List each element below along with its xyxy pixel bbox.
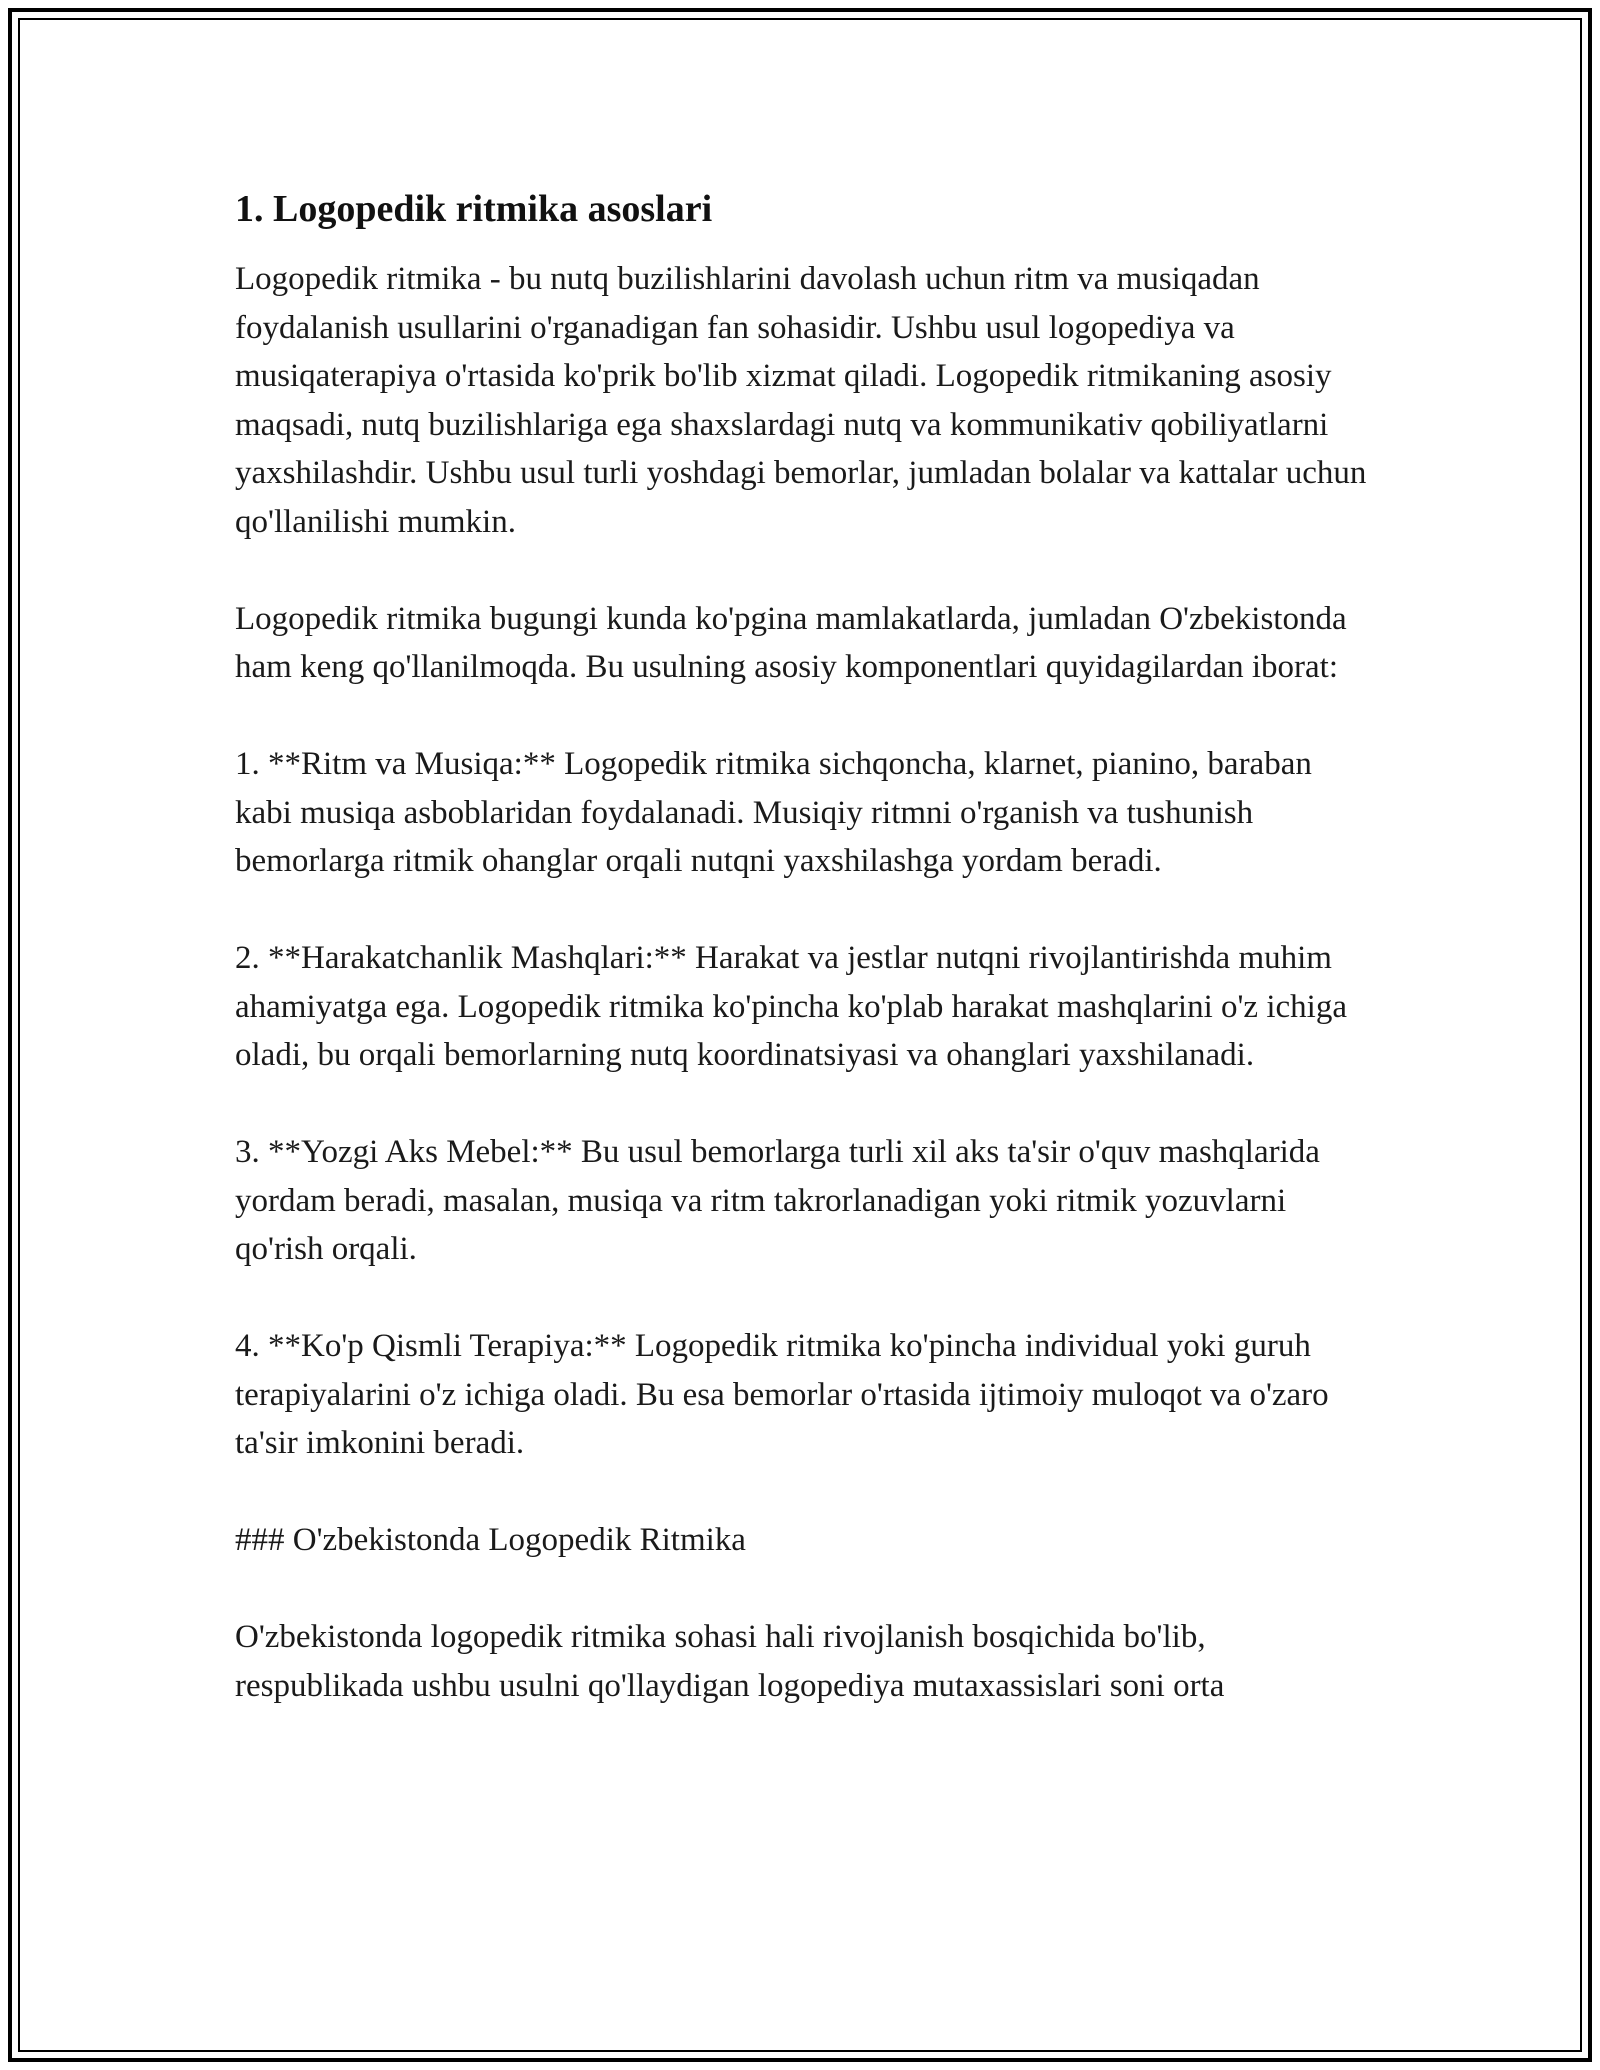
document-body <box>235 185 1375 1759</box>
list-item-yozgi-aks: 3. **Yozgi Aks Mebel:** Bu usul bemorlarga turli xil aks ta'sir o'quv mashqlarida yordam beradi, masalan, musiqa va ritm takrorlanadigan yoki ritmik yozuvlarni qo'rish orqali. <box>235 1134 1320 1267</box>
subheading-uzbekistan: ### O'zbekistonda Logopedik Ritmika <box>235 1522 746 1558</box>
list-item-ritm-musiqa: 1. **Ritm va Musiqa:** Logopedik ritmika sichqoncha, klarnet, pianino, baraban kabi musiqa asboblaridan foydalanadi. Musiqiy ritmni o'rganish va tushunish bemorlarga ritmik ohanglar orqali nutqni yaxshilashga yordam beradi. <box>235 746 1312 879</box>
paragraph-components-intro: Logopedik ritmika bugungi kunda ko'pgina mamlakatlarda, jumladan O'zbekistonda ham keng qo'llanilmoqda. Bu usulning asosiy komponentlari quyidagilardan iborat: <box>235 600 1347 685</box>
list-item-harakatchanlik: 2. **Harakatchanlik Mashqlari:** Harakat va jestlar nutqni rivojlantirishda muhim ahamiyatga ega. Logopedik ritmika ko'pincha ko'plab harakat mashqlarini o'z ichiga oladi, bu orqali bemorlarning nutq koordinatsiyasi va ohanglari yaxshilanadi. <box>235 940 1347 1073</box>
section-heading: 1. Logopedik ritmika asoslari <box>235 188 713 230</box>
paragraph-intro: Logopedik ritmika - bu nutq buzilishlarini davolash uchun ritm va musiqadan foydalanish usullarini o'rganadigan fan sohasidir. Ushbu usul logopediya va musiqaterapiya o'rtasida ko'prik bo'lib xizmat qiladi. Logopedik ritmikaning asosiy maqsadi, nutq buzilishlariga ega shaxslardagi nutq va kommunikativ qobiliyatlarni yaxshilashdir. Ushbu usul turli yoshdagi bemorlar, jumladan bolalar va kattalar uchun qo'llanilishi mumkin. <box>235 261 1367 540</box>
list-item-kop-qismli: 4. **Ko'p Qismli Terapiya:** Logopedik ritmika ko'pincha individual yoki guruh terapiyalarini o'z ichiga oladi. Bu esa bemorlar o'rtasida ijtimoiy muloqot va o'zaro ta'sir imkonini beradi. <box>235 1328 1329 1461</box>
paragraph-uzbekistan: O'zbekistonda logopedik ritmika sohasi hali rivojlanish bosqichida bo'lib, respublikada ushbu usulni qo'llaydigan logopediya mutaxassislari soni orta <box>235 1619 1225 1704</box>
